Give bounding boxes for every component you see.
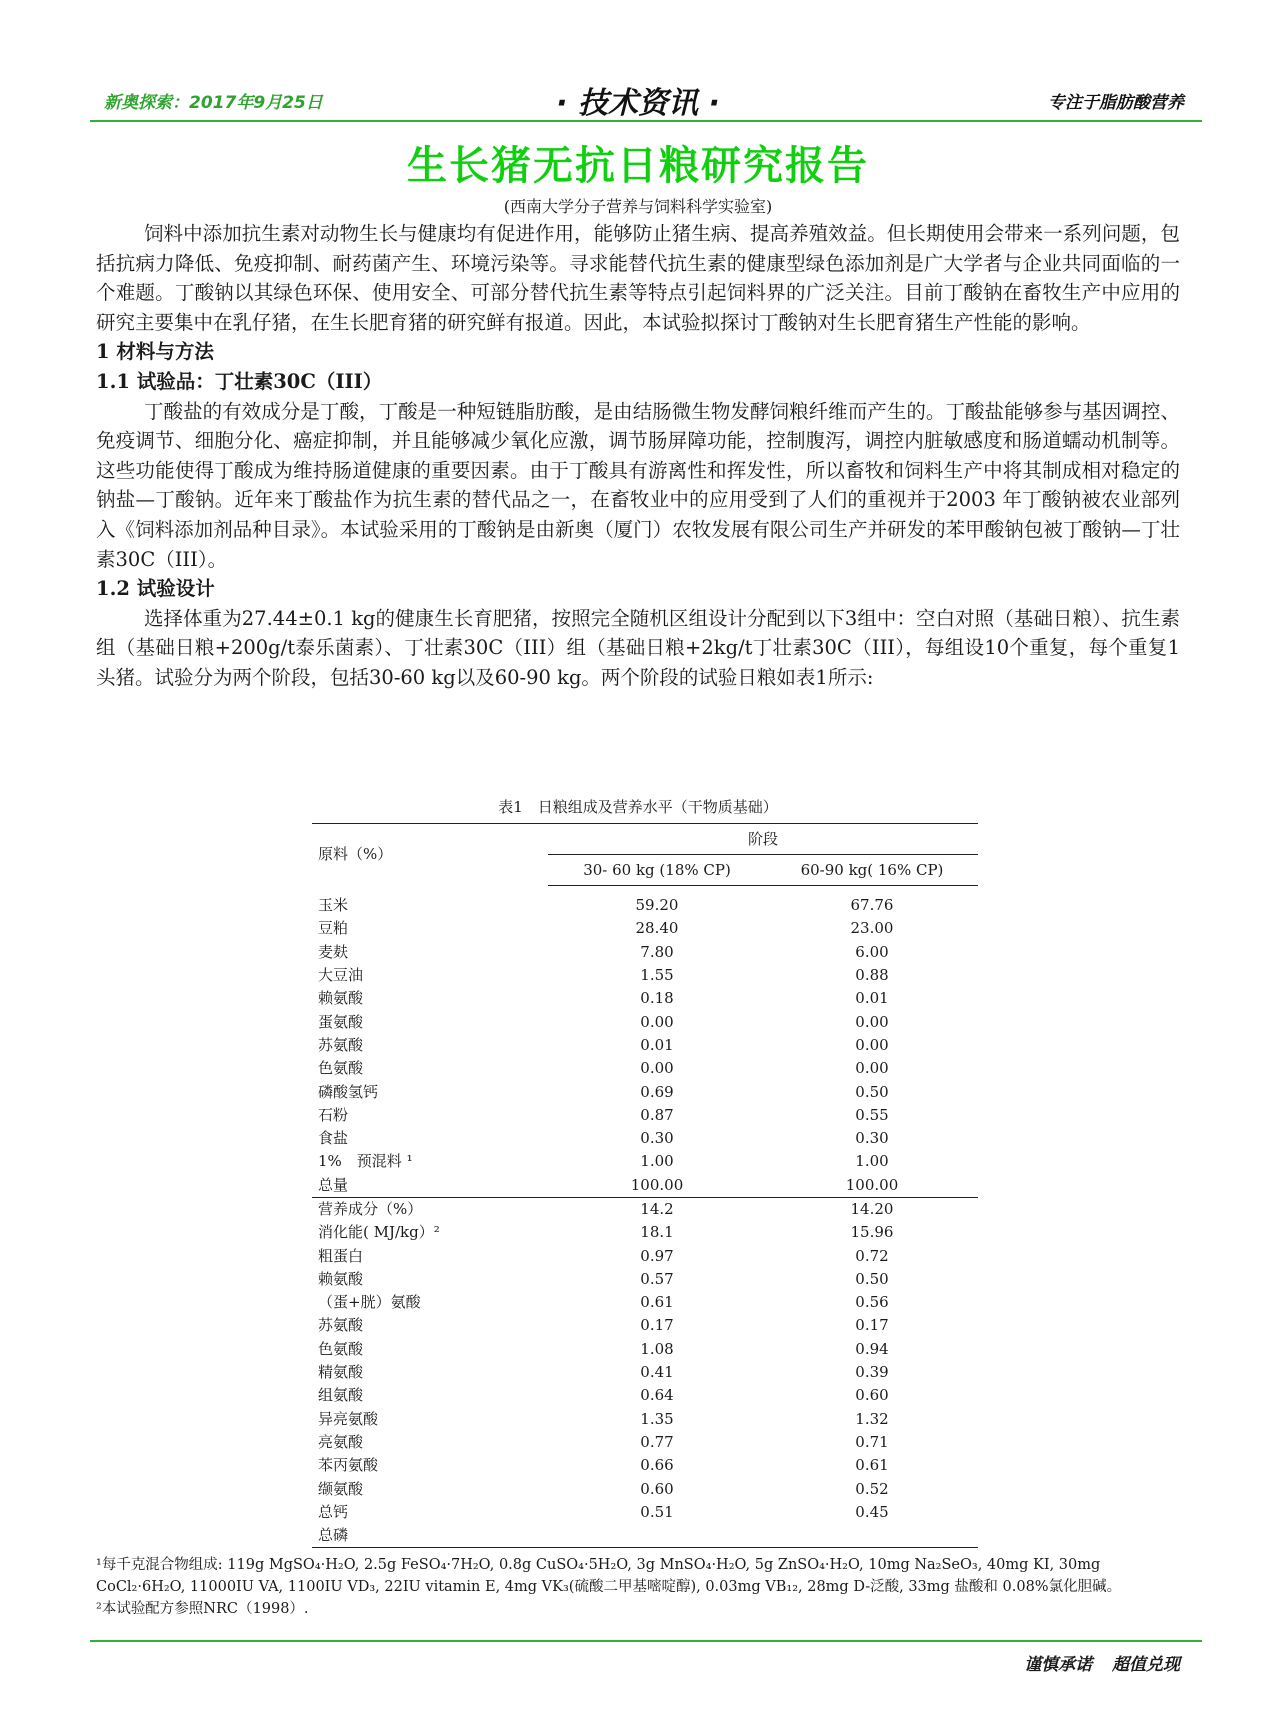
cell-stage2: 0.00: [855, 1059, 889, 1078]
article-body: [96, 219, 1180, 693]
cell-stage1: 0.64: [640, 1386, 674, 1405]
table-caption: 表1 日粮组成及营养水平（干物质基础）: [498, 798, 778, 816]
cell-stage2: 0.52: [855, 1479, 889, 1498]
section-heading-1-2: 1.2 试验设计: [96, 577, 215, 601]
table-row: [312, 1314, 978, 1337]
cell-stage2: 14.20: [766, 1197, 978, 1221]
cell-stage2: 0.71: [855, 1432, 889, 1451]
cell-ingredient: 消化能( MJ/kg）²: [318, 1223, 440, 1242]
cell-stage1: 14.2: [548, 1197, 766, 1221]
cell-ingredient: 磷酸氢钙: [318, 1082, 379, 1101]
cell-ingredient: 麦麸: [318, 942, 349, 961]
cell-stage2: 0.39: [855, 1363, 889, 1382]
table-row: [312, 941, 978, 964]
paragraph-1-2: 选择体重为27.44±0.1 kg的健康生长育肥猪，按照完全随机区组设计分配到以下3组中：空白对照（基础日粮）、抗生素组（基础日粮+200g/t泰乐菌素）、丁壮素30C（III）组（基础日粮+2kg/t丁壮素30C（III），每组设10个重复，每个重复1头猪。试验分为两个阶段，包括30-60 kg以及60-90 kg。两个阶段的试验日粮如表1所示:: [96, 606, 1180, 689]
table-row: [312, 1244, 978, 1267]
header-date: 新奥探索：2017年9月25日: [104, 93, 323, 113]
cell-ingredient: 粗蛋白: [318, 1246, 364, 1265]
table-row: [312, 987, 978, 1010]
cell-ingredient: 缬氨酸: [318, 1479, 364, 1498]
cell-stage2: 1.00: [855, 1152, 889, 1171]
cell-stage2: 15.96: [850, 1223, 894, 1242]
col-header-ingredient: 原料（%）: [312, 824, 548, 886]
cell-ingredient: 大豆油: [318, 966, 364, 985]
cell-stage1: 0.18: [640, 989, 674, 1008]
table-row: [312, 1150, 978, 1173]
cell-ingredient: 玉米: [318, 896, 349, 915]
table-row: [312, 1221, 978, 1244]
cell-stage2: [766, 1524, 978, 1548]
cell-stage2: 23.00: [850, 919, 894, 938]
cell-stage1: 0.66: [640, 1456, 674, 1475]
cell-stage1: 0.00: [640, 1012, 674, 1031]
footnote-1: ¹每千克混合物组成: 119g MgSO₄·H₂O, 2.5g FeSO₄·7H₂O, 0.8g CuSO₄·5H₂O, 3g MnSO₄·H₂O, 5g ZnSO₄·H₂O, 10mg Na₂SeO₃, 40mg KI, 30mg CoCl₂·6H₂O, 11000IU VA, 1100IU VD₃, 22IU vitamin E, 4mg VK₃(硫酸二甲基嘧啶醇), 0.03mg VB₁₂, 28mg D-泛酸, 33mg 盐酸和 0.08%氯化胆碱。: [96, 1557, 1122, 1595]
cell-stage2: 0.72: [855, 1246, 889, 1265]
section-heading-1: 1 材料与方法: [96, 340, 214, 364]
table-row: [312, 1454, 978, 1477]
table-row: [312, 1010, 978, 1033]
diet-table: [312, 823, 978, 1548]
cell-ingredient: 1% 预混料 ¹: [318, 1152, 413, 1171]
cell-stage2: 0.50: [855, 1082, 889, 1101]
section-heading-1-1: 1.1 试验品：丁壮素30C（III）: [96, 369, 383, 393]
table-row: [312, 1408, 978, 1431]
cell-stage1: 0.69: [640, 1082, 674, 1101]
cell-ingredient: 苏氨酸: [318, 1316, 364, 1335]
table-row: [312, 1057, 978, 1080]
cell-stage1: 7.80: [640, 942, 674, 961]
cell-ingredient: 组氨酸: [318, 1386, 364, 1405]
table-row: [312, 1338, 978, 1361]
cell-stage2: 0.56: [855, 1293, 889, 1312]
cell-ingredient: 石粉: [318, 1105, 349, 1124]
cell-stage2: 0.88: [855, 966, 889, 985]
cell-ingredient: 亮氨酸: [318, 1432, 364, 1451]
table-row: [312, 1477, 978, 1500]
cell-stage1: 28.40: [635, 919, 679, 938]
cell-stage1: 0.41: [640, 1363, 674, 1382]
affiliation: (西南大学分子营养与饲料科学实验室): [503, 197, 773, 216]
footnote-2: ²本试验配方参照NRC（1998）.: [96, 1601, 309, 1617]
cell-ingredient: （蛋+胱）氨酸: [318, 1293, 421, 1312]
table-row: [312, 1080, 978, 1103]
cell-stage2: 100.00: [845, 1175, 899, 1194]
cell-ingredient: 色氨酸: [318, 1339, 364, 1358]
cell-stage1: [548, 1524, 766, 1548]
header-rule: [90, 120, 1202, 122]
cell-ingredient: 蛋氨酸: [318, 1012, 364, 1031]
page-title: 生长猪无抗日粮研究报告: [407, 143, 869, 189]
cell-stage2: 0.55: [855, 1105, 889, 1124]
table-row: [312, 917, 978, 940]
cell-ingredient: 苯丙氨酸: [318, 1456, 379, 1475]
cell-stage2: 0.50: [855, 1269, 889, 1288]
header-slogan: 专注于脂肪酸营养: [1048, 93, 1184, 113]
cell-stage2: 6.00: [855, 942, 889, 961]
footer-slogan: 谨慎承诺 超值兑现: [1024, 1655, 1180, 1675]
cell-stage1: 1.00: [640, 1152, 674, 1171]
cell-stage1: 0.97: [640, 1246, 674, 1265]
cell-ingredient: 营养成分（%）: [312, 1197, 548, 1221]
cell-ingredient: 食盐: [318, 1129, 349, 1148]
intro-paragraph: 饲料中添加抗生素对动物生长与健康均有促进作用，能够防止猪生病、提高养殖效益。但长期使用会带来一系列问题，包括抗病力降低、免疫抑制、耐药菌产生、环境污染等。寻求能替代抗生素的健康型绿色添加剂是广大学者与企业共同面临的一个难题。丁酸钠以其绿色环保、使用安全、可部分替代抗生素等特点引起饲料界的广泛关注。目前丁酸钠在畜牧生产中应用的研究主要集中在乳仔猪，在生长肥育猪的研究鲜有报道。因此，本试验拟探讨丁酸钠对生长肥育猪生产性能的影响。: [96, 222, 1180, 334]
cell-stage1: 0.60: [640, 1479, 674, 1498]
footnotes: [96, 1554, 1186, 1620]
cell-stage2: 0.60: [855, 1386, 889, 1405]
cell-stage1: 59.20: [635, 896, 679, 915]
cell-stage2: 67.76: [850, 896, 894, 915]
cell-stage1: 1.08: [640, 1339, 674, 1358]
col-header-stage: 阶段: [548, 824, 978, 855]
col-header-stage2: 60-90 kg( 16% CP): [766, 855, 978, 886]
table-row: [312, 1174, 978, 1198]
cell-stage1: 0.87: [640, 1105, 674, 1124]
cell-stage1: 0.77: [640, 1432, 674, 1451]
cell-stage1: 0.17: [640, 1316, 674, 1335]
cell-stage2: 0.17: [855, 1316, 889, 1335]
header-section-title: · 技术资讯 ·: [556, 86, 720, 121]
cell-stage1: 1.55: [640, 966, 674, 985]
col-header-stage1: 30- 60 kg (18% CP): [548, 855, 766, 886]
cell-ingredient: 豆粕: [318, 919, 349, 938]
cell-ingredient: 赖氨酸: [318, 1269, 364, 1288]
cell-stage1: 18.1: [640, 1223, 674, 1242]
cell-ingredient: 赖氨酸: [318, 989, 364, 1008]
cell-stage1: 0.01: [640, 1035, 674, 1054]
table-row: [312, 1501, 978, 1524]
table-row: [312, 1127, 978, 1150]
footer-rule: [90, 1640, 1202, 1642]
cell-stage1: 1.35: [640, 1409, 674, 1428]
cell-ingredient: 色氨酸: [318, 1059, 364, 1078]
cell-stage1: 0.61: [640, 1293, 674, 1312]
cell-stage1: 100.00: [630, 1175, 684, 1194]
table-row: [312, 1197, 978, 1221]
cell-stage1: 0.00: [640, 1059, 674, 1078]
table-row: [312, 1524, 978, 1548]
cell-ingredient: 苏氨酸: [318, 1035, 364, 1054]
table-row: [312, 1268, 978, 1291]
cell-stage2: 0.00: [855, 1035, 889, 1054]
cell-ingredient: 总钙: [318, 1502, 349, 1521]
table-row: [312, 1431, 978, 1454]
paragraph-1-1: 丁酸盐的有效成分是丁酸，丁酸是一种短链脂肪酸，是由结肠微生物发酵饲粮纤维而产生的。丁酸盐能够参与基因调控、免疫调节、细胞分化、癌症抑制，并且能够减少氧化应激，调节肠屏障功能，控制腹泻，调控内脏敏感度和肠道蠕动机制等。这些功能使得丁酸成为维持肠道健康的重要因素。由于丁酸具有游离性和挥发性，所以畜牧和饲料生产中将其制成相对稳定的钠盐—丁酸钠。近年来丁酸盐作为抗生素的替代品之一，在畜牧业中的应用受到了人们的重视并于2003 年丁酸钠被农业部列入《饲料添加剂品种目录》。本试验采用的丁酸钠是由新奥（厦门）农牧发展有限公司生产并研发的苯甲酸钠包被丁酸钠—丁壮素30C（III）。: [96, 399, 1180, 571]
cell-stage2: 0.94: [855, 1339, 889, 1358]
table-row: [312, 1361, 978, 1384]
cell-stage2: 0.45: [855, 1502, 889, 1521]
cell-ingredient: 总量: [318, 1175, 349, 1194]
cell-stage2: 1.32: [855, 1409, 889, 1428]
cell-stage2: 0.01: [855, 989, 889, 1008]
cell-ingredient: 异亮氨酸: [318, 1409, 379, 1428]
table-row: [312, 894, 978, 917]
table-row: [312, 1104, 978, 1127]
cell-ingredient: 精氨酸: [318, 1363, 364, 1382]
cell-stage2: 0.00: [855, 1012, 889, 1031]
cell-stage2: 0.61: [855, 1456, 889, 1475]
table-row: [312, 1034, 978, 1057]
cell-stage2: 0.30: [855, 1129, 889, 1148]
table-row: [312, 964, 978, 987]
cell-stage1: 0.51: [640, 1502, 674, 1521]
cell-stage1: 0.30: [640, 1129, 674, 1148]
table-row: [312, 1384, 978, 1407]
table-row: [312, 1291, 978, 1314]
cell-stage1: 0.57: [640, 1269, 674, 1288]
cell-ingredient: 总磷: [312, 1524, 548, 1548]
